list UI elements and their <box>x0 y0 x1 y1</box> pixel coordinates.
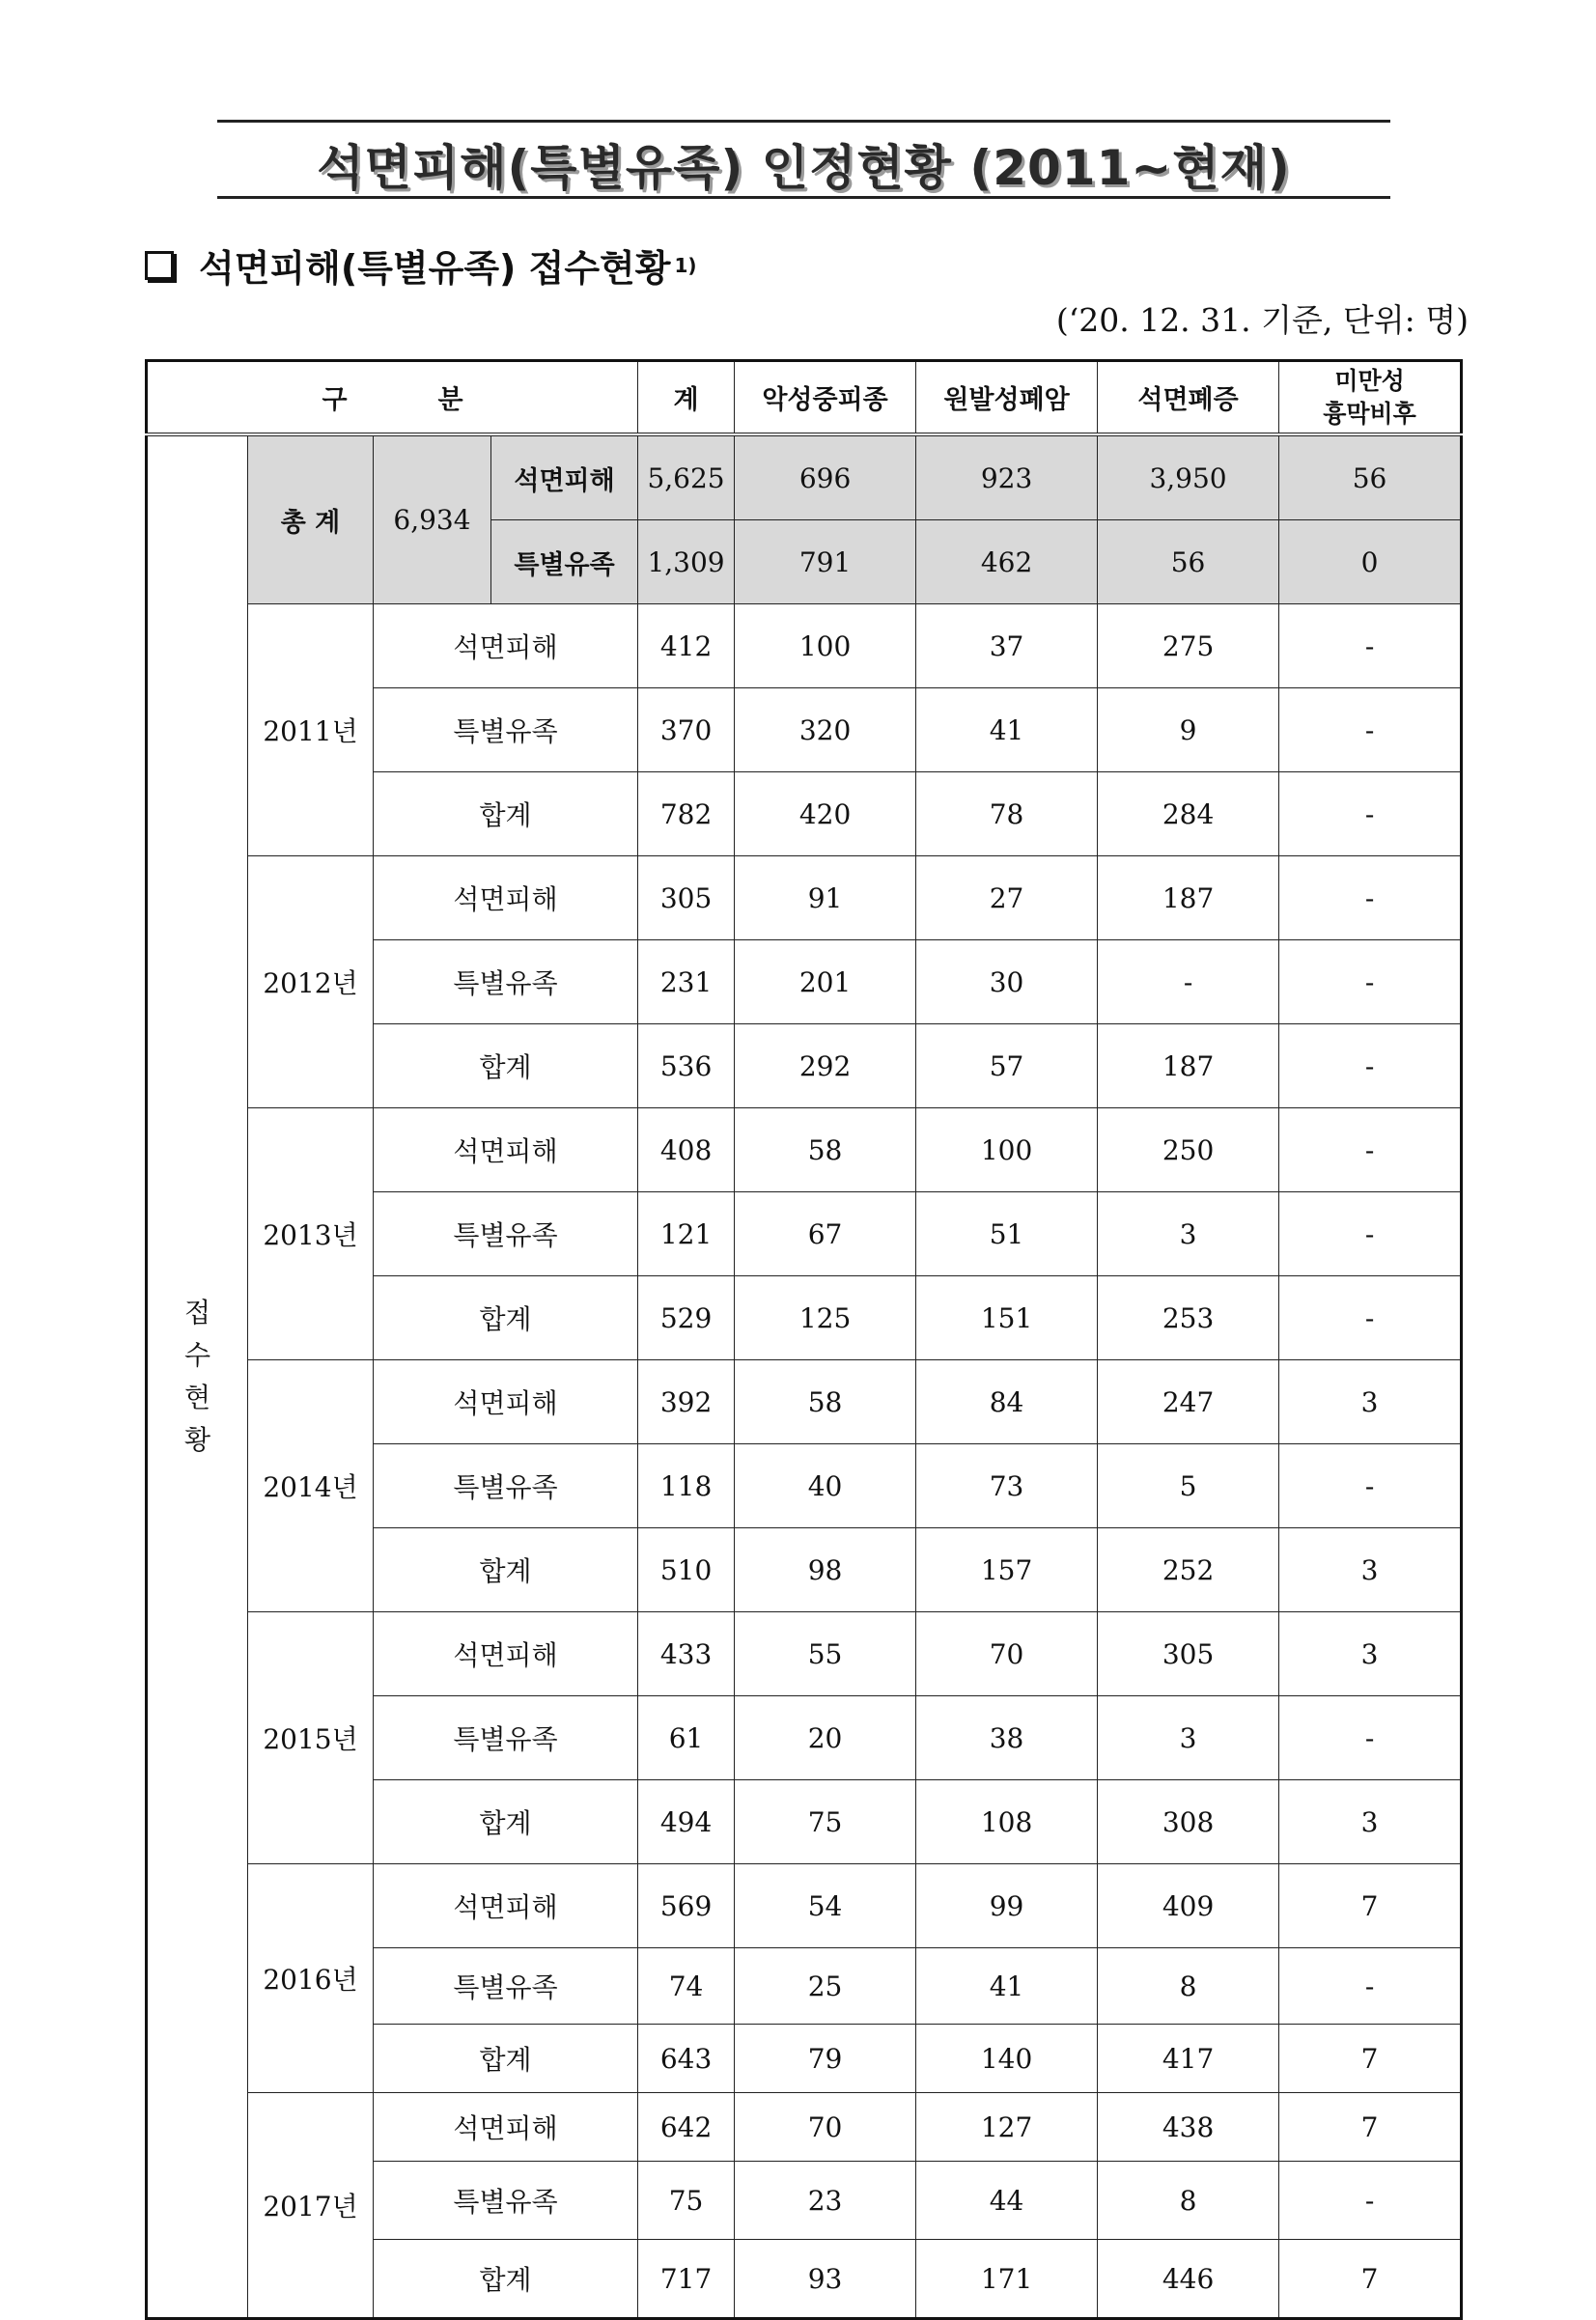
subtotal-label: 합계 <box>374 1024 638 1108</box>
cell-pleural-thickening: - <box>1279 1276 1462 1360</box>
cell-mesothelioma: 70 <box>735 2093 916 2162</box>
cell-pleural-thickening: - <box>1279 940 1462 1024</box>
grand-total-label: 총 계 <box>248 434 374 604</box>
side-label-char: 현 <box>183 1382 211 1413</box>
table-row <box>147 1612 1462 1696</box>
cell-asbestosis: 5 <box>1098 1444 1279 1528</box>
cell-lung-cancer: 157 <box>916 1528 1098 1612</box>
cell-pleural-thickening: 0 <box>1279 520 1462 604</box>
row-type-label: 특별유족 <box>374 2162 638 2240</box>
row-type-label: 석면피해 <box>374 1360 638 1444</box>
year-label: 2013년 <box>248 1108 374 1360</box>
cell-asbestosis: 253 <box>1098 1276 1279 1360</box>
cell-asbestosis: 305 <box>1098 1612 1279 1696</box>
cell-lung-cancer: 140 <box>916 2025 1098 2093</box>
row-type-label: 특별유족 <box>374 688 638 772</box>
subtotal-label: 합계 <box>374 2025 638 2093</box>
row-type-label: 석면피해 <box>374 2093 638 2162</box>
header-pleural-line1: 미만성 <box>1334 366 1405 395</box>
cell-pleural-thickening: - <box>1279 688 1462 772</box>
row-type-label: 특별유족 <box>374 1444 638 1528</box>
cell-asbestosis: 187 <box>1098 856 1279 940</box>
row-type-label: 석면피해 <box>374 856 638 940</box>
checkbox-bullet-icon <box>145 251 174 280</box>
year-label: 2011년 <box>248 604 374 856</box>
cell-mesothelioma: 93 <box>735 2240 916 2319</box>
cell-lung-cancer: 70 <box>916 1612 1098 1696</box>
table-row <box>147 2093 1462 2162</box>
cell-asbestosis: 409 <box>1098 1864 1279 1948</box>
cell-lung-cancer: 44 <box>916 2162 1098 2240</box>
side-label-char: 접 <box>183 1297 211 1328</box>
section-heading <box>145 238 697 292</box>
cell-lung-cancer: 57 <box>916 1024 1098 1108</box>
cell-mesothelioma: 25 <box>735 1948 916 2025</box>
cell-total: 370 <box>638 688 735 772</box>
cell-total: 569 <box>638 1864 735 1948</box>
reception-status-table <box>145 359 1463 2320</box>
cell-mesothelioma: 20 <box>735 1696 916 1780</box>
document-title: 석면피해(특별유족) 인정현황 (2011~현재) <box>317 140 1291 196</box>
cell-mesothelioma: 420 <box>735 772 916 856</box>
header-category: 구 분 <box>147 361 638 435</box>
cell-mesothelioma: 292 <box>735 1024 916 1108</box>
cell-pleural-thickening: - <box>1279 772 1462 856</box>
side-label-char: 황 <box>183 1424 211 1456</box>
cell-mesothelioma: 75 <box>735 1780 916 1864</box>
table-row <box>147 1360 1462 1444</box>
cell-pleural-thickening: 7 <box>1279 2093 1462 2162</box>
row-type-label: 석면피해 <box>374 604 638 688</box>
cell-mesothelioma: 58 <box>735 1108 916 1192</box>
cell-mesothelioma: 91 <box>735 856 916 940</box>
cell-lung-cancer: 30 <box>916 940 1098 1024</box>
cell-pleural-thickening: - <box>1279 1948 1462 2025</box>
cell-total: 74 <box>638 1948 735 2025</box>
cell-total: 643 <box>638 2025 735 2093</box>
table-header-row <box>147 361 1462 435</box>
header-asbestosis: 석면폐증 <box>1098 361 1279 435</box>
year-label: 2017년 <box>248 2093 374 2319</box>
cell-total: 529 <box>638 1276 735 1360</box>
row-type-label: 석면피해 <box>374 1108 638 1192</box>
cell-lung-cancer: 100 <box>916 1108 1098 1192</box>
cell-lung-cancer: 37 <box>916 604 1098 688</box>
subtotal-label: 합계 <box>374 1780 638 1864</box>
header-total: 계 <box>638 361 735 435</box>
cell-total: 61 <box>638 1696 735 1780</box>
table-row <box>147 1864 1462 1948</box>
row-type-label: 특별유족 <box>374 1192 638 1276</box>
cell-lung-cancer: 73 <box>916 1444 1098 1528</box>
cell-pleural-thickening: - <box>1279 1024 1462 1108</box>
cell-pleural-thickening: 3 <box>1279 1528 1462 1612</box>
cell-total: 717 <box>638 2240 735 2319</box>
cell-asbestosis: 8 <box>1098 1948 1279 2025</box>
grand-total-type: 석면피해 <box>491 434 638 520</box>
cell-lung-cancer: 923 <box>916 434 1098 520</box>
title-rule-top <box>217 120 1390 123</box>
unit-note: (‘20. 12. 31. 기준, 단위: 명) <box>1055 301 1469 339</box>
row-type-label: 석면피해 <box>374 1864 638 1948</box>
cell-mesothelioma: 320 <box>735 688 916 772</box>
cell-total: 392 <box>638 1360 735 1444</box>
cell-asbestosis: 284 <box>1098 772 1279 856</box>
cell-lung-cancer: 99 <box>916 1864 1098 1948</box>
cell-lung-cancer: 27 <box>916 856 1098 940</box>
cell-asbestosis: 247 <box>1098 1360 1279 1444</box>
cell-total: 75 <box>638 2162 735 2240</box>
row-type-label: 특별유족 <box>374 940 638 1024</box>
title-rule-bottom <box>217 196 1390 199</box>
year-label: 2012년 <box>248 856 374 1108</box>
cell-mesothelioma: 67 <box>735 1192 916 1276</box>
header-mesothelioma: 악성중피종 <box>735 361 916 435</box>
cell-total: 510 <box>638 1528 735 1612</box>
cell-total: 231 <box>638 940 735 1024</box>
cell-mesothelioma: 98 <box>735 1528 916 1612</box>
cell-pleural-thickening: 7 <box>1279 1864 1462 1948</box>
side-label <box>147 434 248 2319</box>
year-label: 2015년 <box>248 1612 374 1864</box>
year-label: 2016년 <box>248 1864 374 2093</box>
subtotal-label: 합계 <box>374 1276 638 1360</box>
table-row <box>147 1108 1462 1192</box>
document-title-block <box>217 116 1390 203</box>
cell-mesothelioma: 201 <box>735 940 916 1024</box>
row-type-label: 특별유족 <box>374 1948 638 2025</box>
cell-mesothelioma: 55 <box>735 1612 916 1696</box>
cell-pleural-thickening: 3 <box>1279 1612 1462 1696</box>
row-type-label: 석면피해 <box>374 1612 638 1696</box>
year-label: 2014년 <box>248 1360 374 1612</box>
cell-total: 494 <box>638 1780 735 1864</box>
cell-total: 121 <box>638 1192 735 1276</box>
cell-asbestosis: 308 <box>1098 1780 1279 1864</box>
cell-total: 305 <box>638 856 735 940</box>
cell-lung-cancer: 78 <box>916 772 1098 856</box>
cell-total: 782 <box>638 772 735 856</box>
subtotal-label: 합계 <box>374 1528 638 1612</box>
cell-pleural-thickening: 56 <box>1279 434 1462 520</box>
cell-pleural-thickening: - <box>1279 1108 1462 1192</box>
cell-asbestosis: 187 <box>1098 1024 1279 1108</box>
cell-pleural-thickening: - <box>1279 1696 1462 1780</box>
row-type-label: 특별유족 <box>374 1696 638 1780</box>
cell-pleural-thickening: - <box>1279 856 1462 940</box>
grand-total-type: 특별유족 <box>491 520 638 604</box>
cell-lung-cancer: 41 <box>916 688 1098 772</box>
cell-lung-cancer: 108 <box>916 1780 1098 1864</box>
cell-asbestosis: 438 <box>1098 2093 1279 2162</box>
cell-pleural-thickening: 7 <box>1279 2025 1462 2093</box>
cell-asbestosis: 252 <box>1098 1528 1279 1612</box>
cell-asbestosis: 3 <box>1098 1696 1279 1780</box>
cell-lung-cancer: 171 <box>916 2240 1098 2319</box>
side-label-char: 수 <box>183 1339 211 1371</box>
cell-mesothelioma: 79 <box>735 2025 916 2093</box>
cell-asbestosis: 446 <box>1098 2240 1279 2319</box>
table-row <box>147 856 1462 940</box>
subtotal-label: 합계 <box>374 2240 638 2319</box>
cell-mesothelioma: 100 <box>735 604 916 688</box>
table-row <box>147 604 1462 688</box>
cell-lung-cancer: 51 <box>916 1192 1098 1276</box>
cell-pleural-thickening: - <box>1279 1444 1462 1528</box>
cell-mesothelioma: 54 <box>735 1864 916 1948</box>
cell-lung-cancer: 41 <box>916 1948 1098 2025</box>
cell-asbestosis: 8 <box>1098 2162 1279 2240</box>
cell-mesothelioma: 23 <box>735 2162 916 2240</box>
cell-total: 1,309 <box>638 520 735 604</box>
cell-asbestosis: 3,950 <box>1098 434 1279 520</box>
header-pleural-thickening <box>1279 361 1462 435</box>
cell-total: 536 <box>638 1024 735 1108</box>
cell-lung-cancer: 84 <box>916 1360 1098 1444</box>
header-lung-cancer: 원발성폐암 <box>916 361 1098 435</box>
cell-mesothelioma: 125 <box>735 1276 916 1360</box>
cell-lung-cancer: 38 <box>916 1696 1098 1780</box>
cell-mesothelioma: 40 <box>735 1444 916 1528</box>
cell-pleural-thickening: - <box>1279 1192 1462 1276</box>
cell-total: 408 <box>638 1108 735 1192</box>
cell-pleural-thickening: - <box>1279 2162 1462 2240</box>
subtotal-label: 합계 <box>374 772 638 856</box>
cell-total: 5,625 <box>638 434 735 520</box>
cell-lung-cancer: 127 <box>916 2093 1098 2162</box>
cell-pleural-thickening: - <box>1279 604 1462 688</box>
cell-mesothelioma: 58 <box>735 1360 916 1444</box>
cell-asbestosis: 56 <box>1098 520 1279 604</box>
section-title: 석면피해(특별유족) 접수현황 <box>199 247 671 290</box>
grand-total-row <box>147 434 1462 520</box>
cell-total: 642 <box>638 2093 735 2162</box>
cell-asbestosis: - <box>1098 940 1279 1024</box>
cell-total: 433 <box>638 1612 735 1696</box>
cell-asbestosis: 417 <box>1098 2025 1279 2093</box>
cell-total: 118 <box>638 1444 735 1528</box>
cell-asbestosis: 9 <box>1098 688 1279 772</box>
section-footnote-mark: 1) <box>674 253 697 277</box>
cell-asbestosis: 275 <box>1098 604 1279 688</box>
cell-mesothelioma: 696 <box>735 434 916 520</box>
cell-total: 412 <box>638 604 735 688</box>
cell-pleural-thickening: 7 <box>1279 2240 1462 2319</box>
header-pleural-line2: 흉막비후 <box>1323 399 1416 428</box>
grand-total-sum: 6,934 <box>374 434 491 604</box>
cell-pleural-thickening: 3 <box>1279 1360 1462 1444</box>
cell-asbestosis: 3 <box>1098 1192 1279 1276</box>
cell-asbestosis: 250 <box>1098 1108 1279 1192</box>
cell-mesothelioma: 791 <box>735 520 916 604</box>
cell-lung-cancer: 151 <box>916 1276 1098 1360</box>
cell-pleural-thickening: 3 <box>1279 1780 1462 1864</box>
cell-lung-cancer: 462 <box>916 520 1098 604</box>
